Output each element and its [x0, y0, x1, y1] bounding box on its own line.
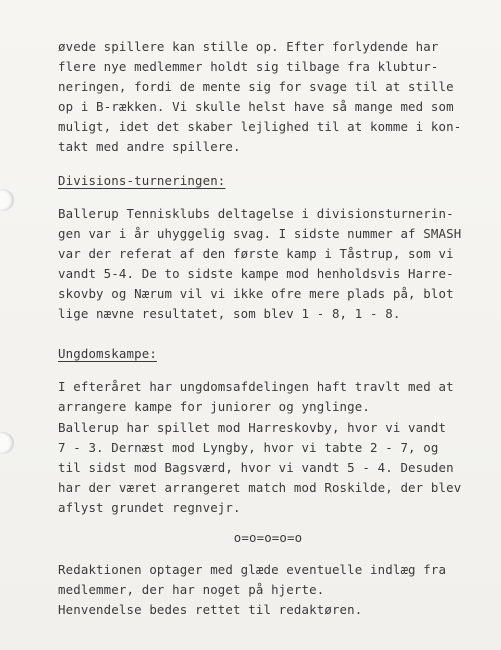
- text-line: 7 - 3. Dernæst mod Lyngby, hvor vi tabte 2 - 7, og: [58, 439, 439, 455]
- text-line: op i B-rækken. Vi skulle helst have så mange med som: [58, 99, 454, 115]
- spacer: [58, 548, 478, 560]
- typed-text-body: [58, 37, 478, 620]
- paragraph-intro: [58, 37, 478, 158]
- text-line: flere nye medlemmer holdt sig tilbage fra klubtur-: [58, 59, 439, 75]
- text-line: Ballerup har spillet mod Harreskovby, hvor vi vandt: [58, 419, 447, 435]
- text-line: var der referat af den første kamp i Tåstrup, som vi: [58, 245, 454, 261]
- text-line: har der været arrangeret match mod Roskilde, der blev: [58, 479, 462, 495]
- spacer: [58, 518, 478, 528]
- text-line: lige nævne resultatet, som blev 1 - 8, 1 - 8.: [58, 306, 401, 322]
- text-line: muligt, idet det skaber lejlighed til at komme i kon-: [58, 119, 462, 135]
- text-line: Henvendelse bedes rettet til redaktøren.: [58, 602, 363, 618]
- text-line: I efteråret har ungdomsafdelingen haft travlt med at: [58, 379, 454, 395]
- text-line: skovby og Nærum vil vi ikke ofre mere plads på, blot: [58, 286, 454, 302]
- text-line: arrangere kampe for juniorer og ynglinge.: [58, 399, 371, 415]
- paragraph-youth: [58, 377, 478, 518]
- section-heading-youth: Ungdomskampe:: [58, 346, 157, 362]
- section-separator: o=o=o=o=o: [233, 529, 303, 545]
- text-line: til sidst mod Bagsværd, hvor vi vandt 5 - 4. Desuden: [58, 459, 454, 475]
- spacer: [58, 364, 478, 377]
- punch-hole-top: [0, 189, 14, 211]
- text-line: øvede spillere kan stille op. Efter forlydende har: [58, 39, 439, 54]
- spacer: [58, 191, 478, 204]
- text-line: vandt 5-4. De to sidste kampe mod henholdsvis Harre-: [58, 265, 454, 281]
- spacer: [58, 324, 478, 344]
- text-line: gen var i år uhyggelig svag. I sidste nummer af SMASH: [58, 225, 462, 241]
- paragraph-editorial: [58, 560, 478, 620]
- text-line: Ballerup Tennisklubs deltagelse i divisionsturnerin-: [58, 205, 454, 221]
- text-line: aflyst grundet regnvejr.: [58, 499, 241, 515]
- text-line: takt med andre spillere.: [58, 139, 241, 155]
- section-heading-divisions: Divisions-turneringen:: [58, 172, 226, 188]
- punch-hole-bottom: [0, 432, 14, 454]
- text-line: Redaktionen optager med glæde eventuelle indlæg fra: [58, 562, 447, 578]
- text-line: neringen, fordi de mente sig for svage til at stille: [58, 79, 454, 95]
- paragraph-divisions: [58, 204, 478, 325]
- text-line: medlemmer, der har noget på hjerte.: [58, 582, 325, 598]
- spacer: [58, 158, 478, 171]
